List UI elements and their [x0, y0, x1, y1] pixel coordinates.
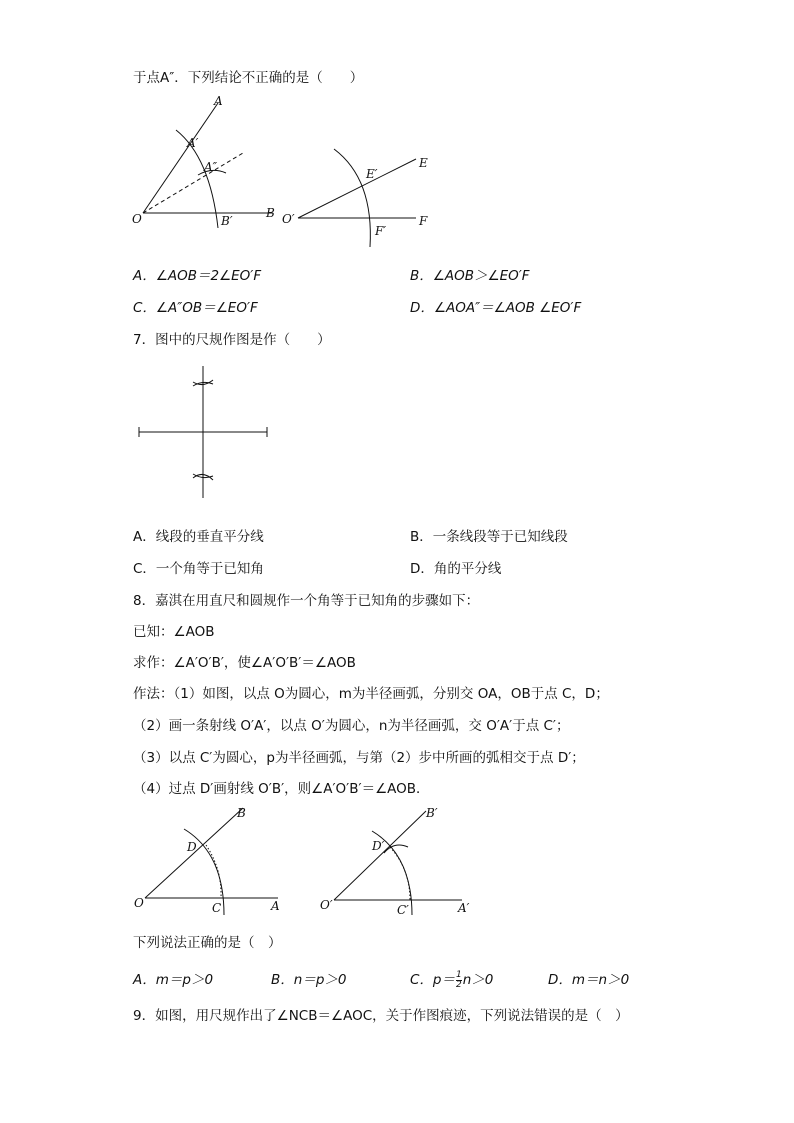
q8-step4: （4）过点 D′画射线 O′B′，则∠A′O′B′＝∠AOB．: [133, 781, 430, 797]
label-F: F: [419, 214, 428, 228]
q8-figure-angle-aob: [130, 803, 290, 918]
label-E: E: [419, 156, 428, 170]
label-O-prime: O′: [320, 898, 333, 912]
q8-option-a[interactable]: A．m＝p＞0: [133, 972, 214, 988]
q8-stem: 8．嘉淇在用直尺和圆规作一个角等于已知角的步骤如下：: [133, 593, 480, 609]
q7-figure-perpendicular-bisector: [135, 362, 275, 502]
q6-option-d[interactable]: D．∠AOA″＝∠AOB ∠EO′F: [410, 300, 582, 316]
label-D: D: [187, 840, 197, 854]
label-E-prime: E′: [366, 167, 378, 181]
label-B-prime: B′: [221, 214, 233, 228]
label-O: O: [132, 212, 142, 226]
label-O: O: [134, 896, 144, 910]
q8-known: 已知：∠AOB: [133, 624, 215, 640]
q8-find: 求作：∠A′O′B′，使∠A′O′B′＝∠AOB: [133, 655, 356, 671]
label-B-prime: B′: [426, 806, 438, 820]
label-B: B: [237, 806, 246, 820]
label-C-prime: C′: [397, 903, 409, 917]
label-A: A: [271, 899, 280, 913]
q7-option-d[interactable]: D．角的平分线: [410, 561, 502, 577]
q6-stem-tail: 于点A″．下列结论不正确的是（ ）: [133, 70, 364, 86]
label-O-prime: O′: [282, 212, 295, 226]
q8-option-c-prefix: C．p＝: [410, 972, 455, 988]
q8-step1: 作法：（1）如图，以点 O为圆心，m为半径画弧，分别交 OA，OB于点 C，D；: [133, 686, 609, 702]
label-D-prime: D′: [372, 839, 385, 853]
q6-option-b[interactable]: B．∠AOB＞∠EO′F: [410, 268, 530, 284]
q6-figure-angle-eof: [282, 145, 442, 255]
q6-figure-angle-aob: [130, 95, 290, 235]
label-A-prime: A′: [187, 136, 199, 150]
q9-stem: 9．如图，用尺规作出了∠NCB＝∠AOC，关于作图痕迹，下列说法错误的是（ ）: [133, 1008, 629, 1024]
q8-option-b[interactable]: B．n＝p＞0: [271, 972, 347, 988]
q7-option-c[interactable]: C．一个角等于已知角: [133, 561, 264, 577]
q8-option-c-suffix: n＞0: [462, 972, 494, 988]
label-B: B: [266, 206, 275, 220]
q8-step2: （2）画一条射线 O′A′，以点 O′为圆心，n为半径画弧，交 O′A′于点 C′；: [133, 718, 570, 734]
q8-question: 下列说法正确的是（ ）: [133, 935, 282, 951]
q7-stem: 7．图中的尺规作图是作（ ）: [133, 332, 331, 348]
q6-option-a[interactable]: A．∠AOB＝2∠EO′F: [133, 268, 262, 284]
q8-option-d[interactable]: D．m＝n＞0: [548, 972, 630, 988]
q6-option-c[interactable]: C．∠A″OB＝∠EO′F: [133, 300, 258, 316]
label-A: A: [214, 94, 223, 108]
q7-option-b[interactable]: B．一条线段等于已知线段: [410, 529, 568, 545]
label-F-prime: F′: [375, 224, 387, 238]
label-A-double-prime: A″: [204, 160, 218, 174]
label-C: C: [212, 901, 222, 915]
q8-step3: （3）以点 C′为圆心，p为半径画弧，与第（2）步中所画的弧相交于点 D′；: [133, 750, 585, 766]
q7-option-a[interactable]: A．线段的垂直平分线: [133, 529, 264, 545]
q8-option-c[interactable]: [410, 968, 493, 990]
q8-option-c-fraction-den: 2: [456, 979, 462, 990]
label-A-prime: A′: [458, 901, 470, 915]
q8-option-c-fraction: [456, 971, 462, 990]
q8-option-c-fraction-num: 1: [456, 969, 462, 980]
q8-figure-angle-a1o1b1: [320, 803, 490, 918]
